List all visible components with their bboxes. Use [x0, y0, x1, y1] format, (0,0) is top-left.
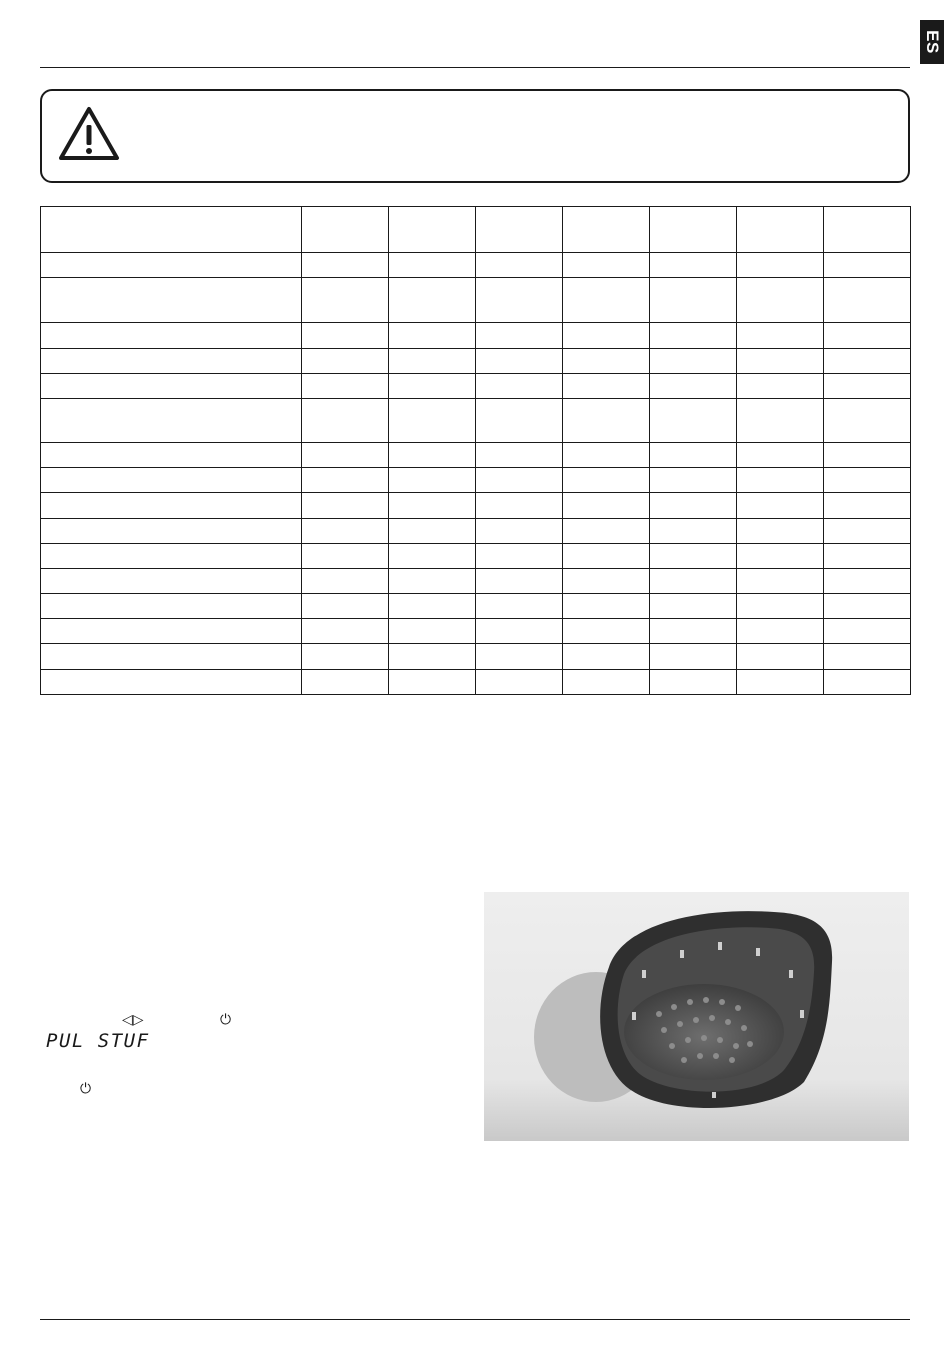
table-cell	[563, 443, 650, 468]
table-cell	[824, 323, 911, 348]
table-cell	[476, 323, 563, 348]
table-cell	[650, 468, 737, 493]
table-cell	[302, 323, 389, 348]
table-row	[41, 669, 911, 694]
table-cell	[737, 253, 824, 278]
table-row	[41, 348, 911, 373]
table-cell	[389, 644, 476, 669]
table-cell	[650, 594, 737, 619]
table-cell	[389, 669, 476, 694]
table-cell	[824, 443, 911, 468]
table-cell	[563, 348, 650, 373]
table-row	[41, 493, 911, 518]
table-cell	[41, 253, 302, 278]
table-cell	[563, 398, 650, 442]
table-cell	[41, 348, 302, 373]
table-row	[41, 398, 911, 442]
table-cell	[824, 278, 911, 323]
table-cell	[563, 518, 650, 543]
table-cell	[476, 253, 563, 278]
brazier-photo	[484, 892, 909, 1141]
table-cell	[302, 398, 389, 442]
table-cell	[476, 568, 563, 593]
table-cell	[389, 468, 476, 493]
table-cell	[389, 398, 476, 442]
table-cell	[302, 468, 389, 493]
table-cell	[563, 493, 650, 518]
table-cell	[476, 669, 563, 694]
table-cell	[302, 278, 389, 323]
table-cell	[41, 518, 302, 543]
table-cell	[737, 493, 824, 518]
table-cell	[737, 348, 824, 373]
table-cell	[737, 398, 824, 442]
table-cell	[41, 323, 302, 348]
table-row	[41, 253, 911, 278]
table-cell	[737, 568, 824, 593]
table-row	[41, 568, 911, 593]
table-cell	[476, 493, 563, 518]
table-cell	[824, 253, 911, 278]
table-cell	[41, 644, 302, 669]
table-row	[41, 619, 911, 644]
table-cell	[476, 594, 563, 619]
table-cell	[302, 594, 389, 619]
table-cell	[389, 619, 476, 644]
table-row	[41, 468, 911, 493]
table-cell	[650, 398, 737, 442]
table-row	[41, 443, 911, 468]
table-cell	[824, 644, 911, 669]
language-tab-label: ES	[923, 30, 942, 54]
table-cell	[824, 669, 911, 694]
table-cell	[389, 323, 476, 348]
table-cell	[650, 619, 737, 644]
table-cell	[389, 207, 476, 253]
table-cell	[563, 669, 650, 694]
table-cell	[824, 398, 911, 442]
table-cell	[737, 207, 824, 253]
table-cell	[563, 468, 650, 493]
table-cell	[650, 278, 737, 323]
table-cell	[563, 568, 650, 593]
table-row	[41, 644, 911, 669]
table-cell	[476, 348, 563, 373]
table-cell	[476, 619, 563, 644]
table-cell	[563, 373, 650, 398]
cast-iron-brazier-icon	[484, 892, 909, 1141]
table-cell	[650, 373, 737, 398]
table-cell	[737, 543, 824, 568]
warning-box	[40, 89, 910, 183]
table-cell	[41, 493, 302, 518]
table-cell	[737, 669, 824, 694]
table-cell	[302, 253, 389, 278]
table-cell	[563, 253, 650, 278]
table-cell	[737, 594, 824, 619]
table-cell	[650, 543, 737, 568]
table-cell	[824, 568, 911, 593]
table-cell	[563, 619, 650, 644]
table-cell	[650, 493, 737, 518]
table-cell	[302, 443, 389, 468]
power-icon: ⏻	[220, 1011, 232, 1027]
table-cell	[41, 669, 302, 694]
table-cell	[41, 468, 302, 493]
table-cell	[563, 594, 650, 619]
table-cell	[476, 468, 563, 493]
table-cell	[302, 373, 389, 398]
power-icon-second: ⏻	[80, 1080, 92, 1096]
table-cell	[737, 644, 824, 669]
table-cell	[737, 323, 824, 348]
table-cell	[389, 278, 476, 323]
table-cell	[389, 568, 476, 593]
table-cell	[737, 278, 824, 323]
table-cell	[824, 468, 911, 493]
table-cell	[650, 568, 737, 593]
table-cell	[650, 669, 737, 694]
table-cell	[389, 543, 476, 568]
table-cell	[824, 348, 911, 373]
table-cell	[302, 619, 389, 644]
table-cell	[41, 594, 302, 619]
table-cell	[737, 443, 824, 468]
table-cell	[650, 253, 737, 278]
specs-table	[40, 206, 911, 695]
table-cell	[650, 518, 737, 543]
table-cell	[650, 207, 737, 253]
table-cell	[302, 518, 389, 543]
table-cell	[824, 207, 911, 253]
table-cell	[389, 594, 476, 619]
table-cell	[41, 443, 302, 468]
table-cell	[41, 373, 302, 398]
table-cell	[476, 373, 563, 398]
table-cell	[737, 619, 824, 644]
table-cell	[650, 443, 737, 468]
table-cell	[389, 373, 476, 398]
table-row	[41, 373, 911, 398]
table-cell	[389, 348, 476, 373]
table-cell	[41, 398, 302, 442]
table-cell	[824, 373, 911, 398]
table-cell	[824, 594, 911, 619]
table-cell	[737, 518, 824, 543]
table-row	[41, 207, 911, 253]
table-row	[41, 543, 911, 568]
table-cell	[389, 518, 476, 543]
table-cell	[389, 493, 476, 518]
table-cell	[737, 373, 824, 398]
table-cell	[650, 644, 737, 669]
table-cell	[563, 207, 650, 253]
table-row	[41, 594, 911, 619]
table-row	[41, 323, 911, 348]
table-cell	[302, 568, 389, 593]
language-tab	[920, 20, 944, 64]
table-cell	[41, 568, 302, 593]
table-cell	[41, 207, 302, 253]
table-cell	[737, 468, 824, 493]
table-cell	[824, 493, 911, 518]
table-cell	[302, 348, 389, 373]
table-row	[41, 518, 911, 543]
table-cell	[650, 323, 737, 348]
table-cell	[563, 323, 650, 348]
table-cell	[389, 443, 476, 468]
table-cell	[389, 253, 476, 278]
table-cell	[563, 644, 650, 669]
table-cell	[41, 543, 302, 568]
table-cell	[476, 207, 563, 253]
bottom-divider	[40, 1319, 910, 1320]
lcd-display-text: PUL STUF	[46, 1030, 150, 1052]
table-cell	[824, 518, 911, 543]
table-cell	[302, 207, 389, 253]
table-cell	[563, 543, 650, 568]
table-cell	[41, 619, 302, 644]
table-cell	[476, 644, 563, 669]
table-cell	[476, 518, 563, 543]
table-cell	[824, 619, 911, 644]
table-cell	[302, 644, 389, 669]
table-cell	[563, 278, 650, 323]
table-cell	[302, 669, 389, 694]
warning-triangle-icon	[57, 105, 121, 163]
table-cell	[41, 278, 302, 323]
table-cell	[650, 348, 737, 373]
table-cell	[824, 543, 911, 568]
table-cell	[302, 493, 389, 518]
table-cell	[476, 543, 563, 568]
table-cell	[302, 543, 389, 568]
table-row	[41, 278, 911, 323]
left-right-arrows-icon: ◁▷	[122, 1011, 144, 1027]
table-cell	[476, 443, 563, 468]
table-cell	[476, 278, 563, 323]
table-cell	[476, 398, 563, 442]
top-divider	[40, 67, 910, 68]
